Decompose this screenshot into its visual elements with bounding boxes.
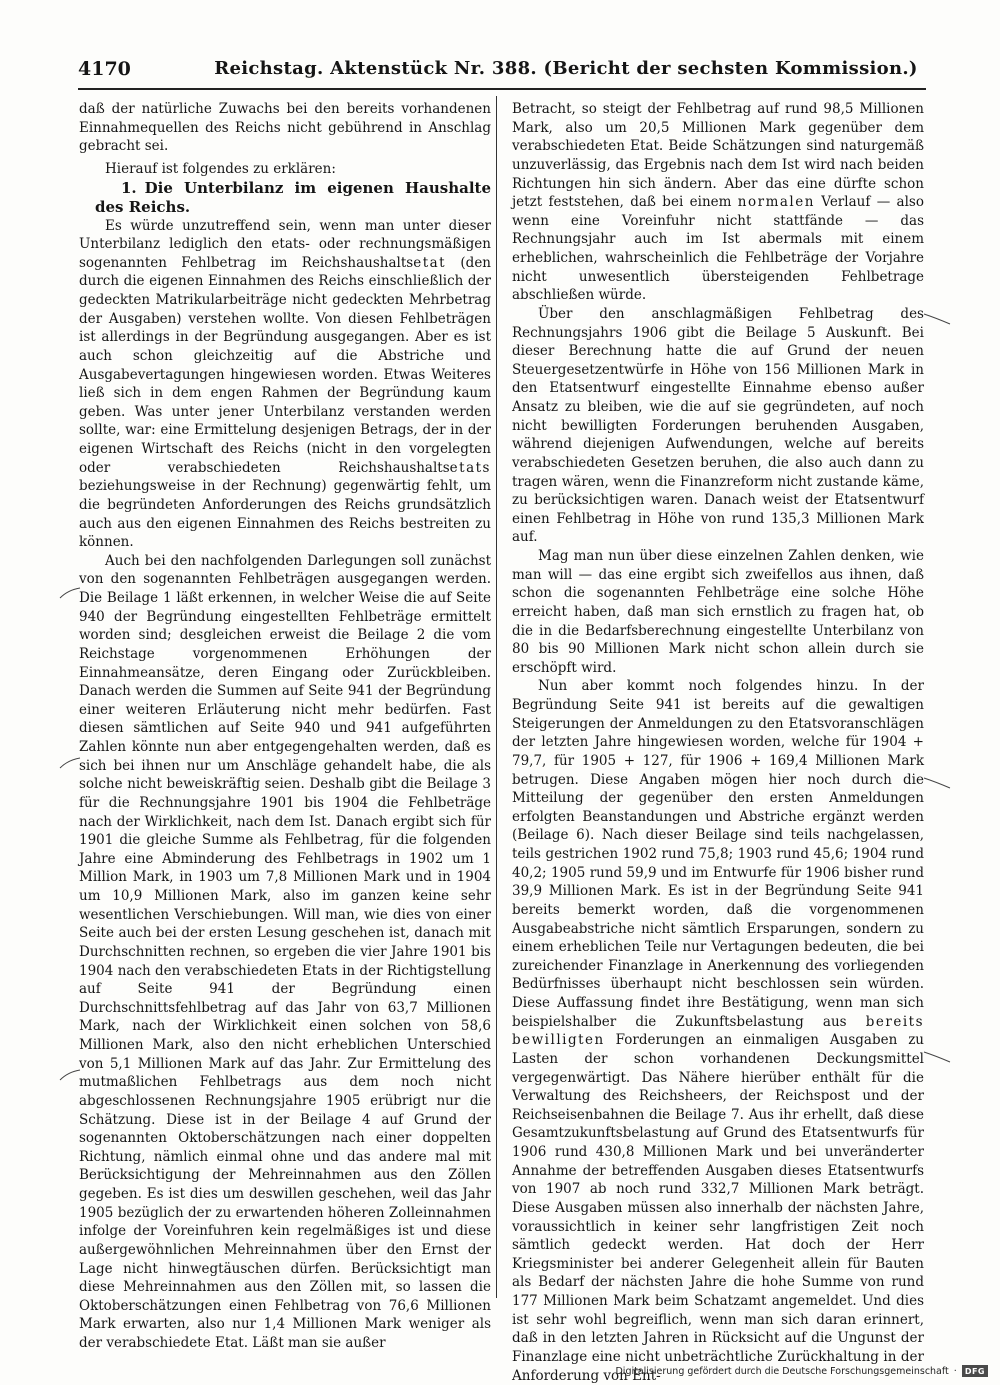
text-run-spaced: etat: [413, 254, 447, 271]
section-title: Die Unterbilanz im eigenen Haushalte des Reichs.: [95, 178, 491, 216]
right-column: [512, 100, 924, 1385]
paragraph: Mag man nun über diese einzelnen Zahlen denken, wie man will — das eine ergibt sich zweifellos aus ihnen, daß schon die sogenannten Fehlbeträge eine solche Höhe erreicht haben, daß man sich ernstlich zu fragen hat, ob die in die Bedarfsberechnung eingestellte Unterbilanz von 80 bis 90 Millionen Mark nicht schon allein durch sie erschöpft wird.: [512, 548, 924, 676]
margin-stroke: [922, 312, 952, 326]
text-run: Es würde unzutreffend sein, wenn man unter dieser Unterbilanz lediglich den etats- oder rechnungsmäßigen sogenannten Fehlbetrag im Reichshaushalts: [79, 217, 491, 271]
paragraph: Hierauf ist folgendes zu erklären:: [105, 160, 336, 177]
paragraph: [79, 217, 491, 552]
credit-text: Digitalisierung gefördert durch die Deutsche Forschungsgemeinschaft: [615, 1365, 949, 1377]
margin-stroke: [58, 586, 82, 600]
left-column: [79, 100, 491, 1353]
margin-stroke: [922, 1050, 952, 1064]
digitization-credit: [615, 1364, 988, 1378]
running-title: Reichstag. Aktenstück Nr. 388. (Bericht der sechsten Kommission.): [214, 58, 918, 79]
margin-stroke: [58, 1068, 82, 1082]
separator-dot: ·: [953, 1365, 957, 1377]
text-run: Forderungen an einmaligen Ausgaben zu Lasten der schon vorhandenen Deckungsmittel vergegenwärtigt. Das Nähere hierüber enthält für die Verwaltung des Reichsheers, der Reichspost und der Reichseisenbahnen die Beilage 7. Aus ihr erhellt, daß diese Gesamtzukunftsbelastung auf Grund des Etatsentwurfs für 1906 rund 430,8 Millionen Mark und bei unveränderter Annahme der betreffenden Ausgaben dieses Etatsentwurfs von 1907 ab noch rund 332,7 Millionen Mark beträgt. Diese Ausgaben müssen also innerhalb der nächsten Jahre, voraussichtlich in keiner sehr langfristigen Zeit noch sämtlich gedeckt werden. Hat doch der Herr Kriegsminister bei anderer Gelegenheit allein für Bauten als Bedarf der nächsten Jahre die hohe Summe von rund 177 Millionen Mark beim Schatzamt angemeldet. Und dies ist sehr wohl begreiflich, wenn man sich daran erinnert, daß in den letzten Jahren in Rücksicht auf die Ungunst der Finanzlage eine nicht unbeträchtliche Zurückhaltung in der Anforderung von Ent-: [512, 1032, 924, 1384]
paragraph: Über den anschlagmäßigen Fehlbetrag des Rechnungsjahrs 1906 gibt die Beilage 5 Auskunft. Bei dieser Berechnung hatte die auf Grund der neuen Steuergesetzentwürfe in Höhe von 156 Millionen Mark in den Etatsentwurf eingestellte Einnahme ebenso außer Ansatz zu bleiben, wie die auf sie gegründeten, auf noch nicht bewilligten Forderungen beruhenden Ausgaben, während diejenigen Aufwendungen, welche auf bereits verabschiedeten Gesetzen beruhen, die also auch dann zu tragen wären, wenn die Finanzreform nicht zustande käme, zu berücksichtigen waren. Danach weist der Etatsentwurf einen Fehlbetrag in Höhe von rund 135,3 Millionen Mark auf.: [512, 305, 924, 546]
text-run: (den durch die eigenen Einnahmen des Reichs einschließlich der gedeckten Matrikularbeiträge nicht gedeckten Mehrbetrag der Ausgaben) verstehen wollte. Von diesen Fehlbeträgen ist allerdings in der Begründung ausgegangen. Aber es ist auch schon gleichzeitig auf die Abstriche und Ausgabevertagungen hingewiesen worden. Etwas Weiteres ließ sich in dem engen Rahmen der Begründung kaum geben. Was unter jener Unterbilanz verstanden werden sollte, war: eine Ermittelung desjenigen Betrags, der in der eigenen Wirtschaft des Reichs (nicht in den vorgelegten oder verabschiedeten Reichshaushalts: [79, 254, 492, 476]
dfg-logo-icon: DFG: [962, 1365, 988, 1377]
text-run: beziehungsweise in der Rechnung) gegenwärtig fehlt, um die begründeten Anforderungen des Reichs grundsätzlich auch aus den eigenen Einnahmen des Reichs bestreiten zu können.: [79, 478, 491, 551]
text-run: Nun aber kommt noch folgendes hinzu. In der Begründung Seite 941 ist bereits auf die gewaltigen Steigerungen der Anmeldungen zu den Etatsvoranschlägen der letzten Jahre hingewiesen worden, welche für 1904 + 79,7, für 1905 + 127, für 1906 + 169,4 Millionen Mark betrugen. Diese Angaben mögen hier noch durch die Mitteilung der gegenüber den ersten Anmeldungen erfolgten Beanstandungen und Abstriche ergänzt werden (Beilage 6). Nach dieser Beilage sind teils nachgelassen, teils gestrichen 1902 rund 75,8; 1903 rund 45,6; 1904 rund 40,2; 1905 rund 59,9 und im Entwurfe für 1906 bisher rund 39,9 Millionen Mark. Es ist in der Begründung Seite 941 bereits bemerkt worden, daß die vorgenommenen Ausgabeabstriche nicht sämtlich Ersparungen, sondern zu einem erheblichen Teile nur Vertagungen bedeuten, die bei zureichender Finanzlage in Anerkennung des vorliegenden Bedürfnisses überhaupt nicht beschlossen sein würden. Diese Auffassung findet ihre Bestätigung, wenn man sich beispielshalber die Zukunftsbelastung aus: [512, 678, 924, 1030]
margin-stroke: [922, 776, 952, 790]
text-run: Betracht, so steigt der Fehlbetrag auf rund 98,5 Millionen Mark, also um 20,5 Millionen Mark gegenüber dem verabschiedeten Etat. Beide Schätzungen sind naturgemäß unzuverlässig, das Ergebnis nach dem Ist wird nach beiden Richtungen hin sich ändern. Aber das eine dürfte schon jetzt feststehen, daß bei einem: [512, 101, 924, 211]
section-number: 1.: [121, 178, 137, 197]
text-run-spaced: normalen: [737, 194, 815, 211]
header-rule: [78, 88, 926, 90]
section-heading: [79, 179, 491, 217]
text-run-spaced: etats: [449, 459, 491, 476]
paragraph: [512, 100, 924, 305]
page-header: [78, 56, 926, 86]
paragraph: [512, 677, 924, 1385]
column-divider: [496, 96, 497, 1298]
margin-stroke: [58, 756, 82, 770]
text-run-spaced: bereits bewilligten: [512, 1013, 924, 1049]
paragraph: Auch bei den nachfolgenden Darlegungen soll zunächst von den sogenannten Fehlbeträgen ausgegangen werden. Die Beilage 1 läßt erkennen, in welcher Weise die auf Seite 940 der Begründung eingestellten Fehlbeträge ermittelt worden sind; desgleichen erweist die Beilage 2 die vom Reichstage vorgenommenen Erhöhungen der Einnahmeansätze, deren Eingang oder Zurückbleiben. Danach werden die Summen auf Seite 941 der Begründung einer weiteren Erläuterung nicht mehr bedürfen. Fast diesen sämtlichen auf Seite 940 und 941 aufgeführten Zahlen könnte nun aber entgegengehalten werden, daß es sich bei ihnen nur um Anschläge gehandelt habe, die als solche nicht beweiskräftig seien. Deshalb gibt die Beilage 3 für die Rechnungsjahre 1901 bis 1904 die Fehlbeträge nach der Wirklichkeit, nach dem Ist. Danach ergibt sich für 1901 die gleiche Summe als Fehlbetrag, für die folgenden Jahre eine Abminderung des Fehlbetrags in 1902 um 1 Million Mark, in 1903 um 7,8 Millionen Mark und in 1904 um 10,9 Millionen Mark, also im ganzen keine sehr wesentlichen Verschiebungen. Will man, wie dies von einer Seite auch bei der ersten Lesung geschehen ist, danach mit Durchschnitten rechnen, so ergeben die vier Jahre 1901 bis 1904 nach den verabschiedeten Etats in der Richtigstellung auf Seite 941 der Begründung einen Durchschnittsfehlbetrag auf das Jahr von 63,7 Millionen Mark, nach der Wirklichkeit einen solchen von 58,6 Millionen Mark, also den nicht erheblichen Unterschied von 5,1 Millionen Mark auf das Jahr. Zur Ermittelung des mutmaßlichen Fehlbetrags aus dem noch nicht abgeschlossenen Rechnungsjahre 1905 erübrigt nur die Schätzung. Diese ist in der Beilage 4 auf Grund der sogenannten Oktoberschätzungen nach einer doppelten Richtung, nämlich einmal ohne und das andere mal mit Berücksichtigung der Mehreinnahmen aus den Zöllen gegeben. Es ist dies um deswillen geschehen, weil das Jahr 1905 bezüglich der zu erwartenden höheren Zolleinnahmen infolge der Voreinfuhren kein regelmäßiges ist und diese außergewöhnlichen Mehreinnahmen über den Ernst der Lage nicht hinwegtäuschen dürfen. Berücksichtigt man diese Mehreinnahmen aus den Zöllen mit, so lassen die Oktoberschätzungen einen Fehlbetrag von 76,6 Millionen Mark erwarten, also nur 1,4 Millionen Mark weniger als der verabschiedete Etat. Läßt man sie außer: [79, 552, 491, 1351]
paragraph: daß der natürliche Zuwachs bei den bereits vorhandenen Einnahmequellen des Reichs nicht gebührend in Anschlag gebracht sei.: [79, 101, 491, 155]
text-run: Verlauf — also wenn eine Voreinfuhr nicht stattfände — das Rechnungsjahr auch im Ist abermals mit einem erheblichen, wahrscheinlich die Fehlbeträge der Vorjahre nicht unwesentlich übersteigenden Fehlbetrage abschließen würde.: [512, 194, 924, 304]
page-number: 4170: [78, 58, 131, 80]
